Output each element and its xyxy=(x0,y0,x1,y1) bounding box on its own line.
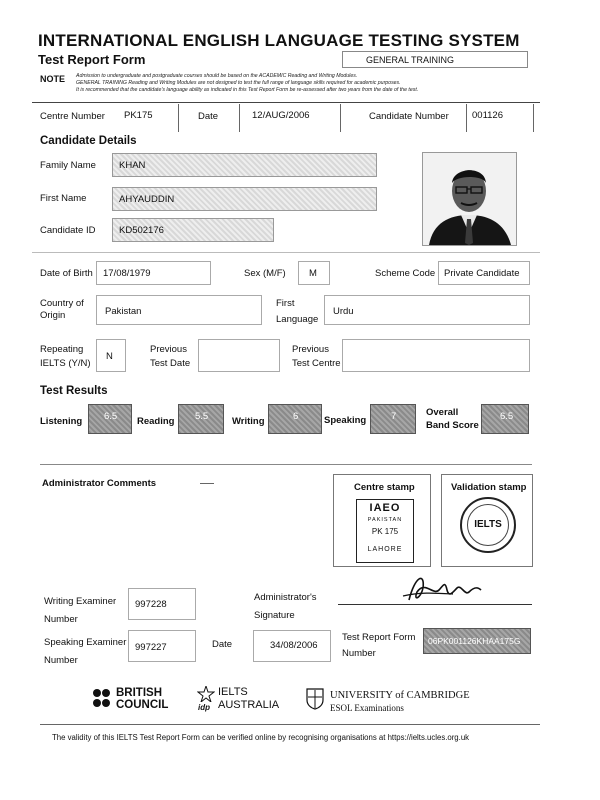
divider xyxy=(40,724,540,725)
trf-number-value: 06PK001126KHAA175G xyxy=(428,636,521,646)
previous-test-centre-label-line-2: Test Centre xyxy=(292,358,341,369)
writing-score-box xyxy=(268,404,322,434)
centre-stamp-city: LAHORE xyxy=(367,546,403,553)
first-name-value: AHYAUDDIN xyxy=(119,194,175,205)
writing-examiner-field xyxy=(128,588,196,620)
trf-number-label-line-2: Number xyxy=(342,648,376,659)
speaking-label: Speaking xyxy=(324,415,367,426)
first-language-value: Urdu xyxy=(333,306,354,317)
page-title: INTERNATIONAL ENGLISH LANGUAGE TESTING SYSTEM xyxy=(38,31,520,50)
speaking-examiner-value: 997227 xyxy=(135,642,167,653)
trf-number-box xyxy=(423,628,531,654)
sex-label: Sex (M/F) xyxy=(244,268,286,279)
writing-examiner-value: 997228 xyxy=(135,599,167,610)
british-council-line-1: BRITISH xyxy=(116,687,162,699)
writing-score: 6 xyxy=(293,411,299,422)
speaking-score: 7 xyxy=(391,411,397,422)
divider xyxy=(340,104,341,132)
note-text xyxy=(76,73,546,94)
previous-test-centre-label xyxy=(292,343,341,371)
writing-examiner-label-line-1: Writing Examiner xyxy=(44,596,117,607)
previous-test-date-label-line-2: Test Date xyxy=(150,358,191,369)
speaking-examiner-field xyxy=(128,630,196,662)
centre-stamp-org: IAEO xyxy=(369,502,401,514)
signature-line xyxy=(338,604,532,605)
trf-number-label-line-1: Test Report Form xyxy=(342,632,416,643)
centre-number-value: PK175 xyxy=(124,110,153,121)
centre-stamp xyxy=(356,499,414,563)
divider xyxy=(466,104,467,132)
previous-test-centre-label-line-1: Previous xyxy=(292,344,329,355)
date-field xyxy=(253,630,331,662)
divider xyxy=(239,104,240,132)
test-date-value: 12/AUG/2006 xyxy=(252,110,310,121)
reading-label: Reading xyxy=(137,416,175,427)
administrator-signature-label-line-2: Signature xyxy=(254,610,295,621)
centre-stamp-country: PAKISTAN xyxy=(367,517,403,523)
listening-score: 6.5 xyxy=(104,411,118,422)
date-label: Date xyxy=(212,639,233,650)
previous-test-centre-field xyxy=(342,339,530,372)
divider xyxy=(178,104,179,132)
british-council-logo-icon xyxy=(92,688,116,712)
divider xyxy=(533,104,534,132)
british-council-logo xyxy=(116,687,168,711)
divider xyxy=(32,252,540,253)
previous-test-date-label xyxy=(150,343,190,371)
family-name-value: KHAN xyxy=(119,160,146,171)
form-title: Test Report Form xyxy=(38,52,146,67)
speaking-examiner-label xyxy=(44,634,126,670)
first-language-label-line-1: First xyxy=(276,298,295,309)
overall-band-label xyxy=(426,406,479,432)
validation-stamp-text: IELTS xyxy=(474,519,502,530)
candidate-number-label: Candidate Number xyxy=(369,111,449,122)
test-results-heading: Test Results xyxy=(40,385,108,397)
scheme-code-label: Scheme Code xyxy=(375,268,436,279)
overall-band-score: 6.5 xyxy=(500,411,514,422)
previous-test-date-label-line-1: Previous xyxy=(150,344,187,355)
candidate-details-heading: Candidate Details xyxy=(40,135,137,147)
cambridge-logo xyxy=(330,690,470,714)
first-language-label xyxy=(276,296,318,328)
country-label-line-1: Country of xyxy=(40,298,84,309)
idp-mark: idp xyxy=(198,703,210,712)
first-name-label: First Name xyxy=(40,193,87,204)
speaking-score-box xyxy=(370,404,416,434)
note-line-1: Admission to undergraduate and postgraduate courses should be based on the ACADEMIC Reading and Writing Modules. xyxy=(76,73,358,79)
sex-field xyxy=(298,261,330,285)
family-name-field xyxy=(112,153,377,177)
repeating-value: N xyxy=(106,351,113,362)
reading-score-box xyxy=(178,404,224,434)
module-box xyxy=(342,51,528,68)
module-type: GENERAL TRAINING xyxy=(366,55,455,65)
candidate-number-value: 001126 xyxy=(472,110,503,121)
candidate-id-field xyxy=(112,218,274,242)
centre-stamp-box xyxy=(333,474,431,567)
validation-stamp-label: Validation stamp xyxy=(451,482,527,493)
centre-number-label: Centre Number xyxy=(40,111,105,122)
writing-examiner-label-line-2: Number xyxy=(44,614,78,625)
dob-label: Date of Birth xyxy=(40,268,93,279)
repeating-label-line-1: Repeating xyxy=(40,344,84,355)
repeating-field xyxy=(96,339,126,372)
overall-band-label-line-1: Overall xyxy=(426,407,459,418)
sex-value: M xyxy=(309,268,317,279)
scheme-code-field xyxy=(438,261,530,285)
reading-score: 5.5 xyxy=(195,411,209,422)
first-name-field xyxy=(112,187,377,211)
divider xyxy=(32,102,540,103)
british-council-line-2: COUNCIL xyxy=(116,699,169,711)
note-line-3: It is recommended that the candidate's language ability as indicated in this Test Report Form be re-assessed after two years from the date of the test. xyxy=(76,87,419,93)
centre-stamp-label: Centre stamp xyxy=(354,482,415,493)
country-value: Pakistan xyxy=(105,306,142,317)
date-value: 34/08/2006 xyxy=(270,640,318,651)
dob-field xyxy=(96,261,211,285)
cambridge-line-2: ESOL Examinations xyxy=(330,703,404,713)
overall-band-label-line-2: Band Score xyxy=(426,420,479,431)
ielts-australia-line-1: IELTS xyxy=(218,686,248,698)
previous-test-date-field xyxy=(198,339,280,372)
writing-label: Writing xyxy=(232,416,265,427)
test-date-label: Date xyxy=(198,111,219,122)
validity-note: The validity of this IELTS Test Report Form can be verified online by recognising organisations at https://ielts.ucles.org.uk xyxy=(52,733,470,742)
centre-stamp-code: PK 175 xyxy=(371,527,399,536)
repeating-label-line-2: IELTS (Y/N) xyxy=(40,358,91,369)
cambridge-line-1: UNIVERSITY of CAMBRIDGE xyxy=(330,690,470,701)
candidate-id-value: KD502176 xyxy=(119,225,164,236)
repeating-label xyxy=(40,343,91,371)
validation-stamp-box xyxy=(441,474,533,567)
writing-examiner-label xyxy=(44,593,116,629)
country-field xyxy=(96,295,262,325)
candidate-id-label: Candidate ID xyxy=(40,225,96,236)
note-label: NOTE xyxy=(40,74,66,84)
scheme-code-value: Private Candidate xyxy=(444,268,520,279)
country-label-line-2: Origin xyxy=(40,310,66,321)
administrator-comments-label: Administrator Comments xyxy=(42,478,157,489)
country-label xyxy=(40,298,84,322)
trf-number-label xyxy=(342,630,415,662)
ielts-australia-logo xyxy=(218,686,279,712)
administrator-signature-label xyxy=(254,589,317,625)
validation-stamp xyxy=(460,497,516,553)
note-line-2: GENERAL TRAINING Reading and Writing Modules are not designed to test the full range of language skills required for academic purposes. xyxy=(76,80,401,86)
administrator-signature-label-line-1: Administrator's xyxy=(254,592,317,603)
speaking-examiner-label-line-1: Speaking Examiner xyxy=(44,637,127,648)
speaking-examiner-label-line-2: Number xyxy=(44,655,78,666)
listening-label: Listening xyxy=(40,416,83,427)
candidate-photo xyxy=(422,152,517,246)
ielts-star-icon xyxy=(197,686,215,702)
divider xyxy=(40,464,532,465)
ielts-australia-line-2: AUSTRALIA xyxy=(218,699,280,711)
first-language-field xyxy=(324,295,530,325)
divider xyxy=(200,483,214,484)
dob-value: 17/08/1979 xyxy=(103,268,151,279)
person-icon xyxy=(423,153,516,245)
cambridge-crest-icon xyxy=(306,688,324,710)
first-language-label-line-2: Language xyxy=(276,314,319,325)
family-name-label: Family Name xyxy=(40,160,96,171)
overall-band-score-box xyxy=(481,404,529,434)
listening-score-box xyxy=(88,404,132,434)
